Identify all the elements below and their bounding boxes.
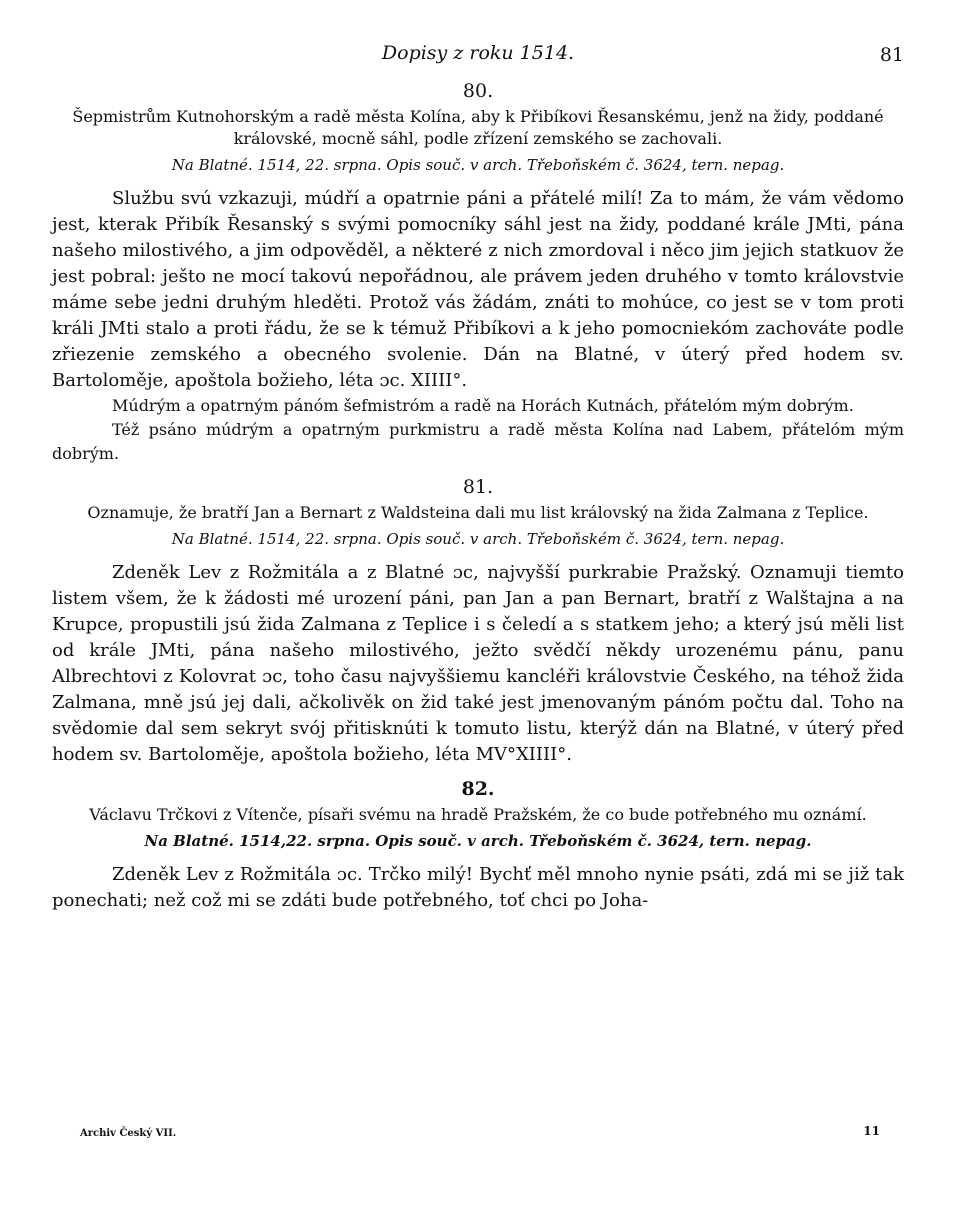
- document-80: [52, 80, 904, 466]
- document-address: Též psáno múdrým a opatrným purkmistru a radě města Kolína nad Labem, přátelóm mým dobrým.: [52, 420, 904, 463]
- document-number: 82.: [461, 778, 495, 800]
- document-address: Múdrým a opatrným pánóm šefmistróm a radě na Horách Kutnách, přátelóm mým dobrým.: [112, 396, 854, 415]
- document-81: [52, 476, 904, 768]
- document-number: 81.: [462, 476, 494, 498]
- document-source: Na Blatné. 1514, 22. srpna. Opis souč. v arch. Třeboňském č. 3624, tern. nepag.: [171, 530, 785, 548]
- running-head: [52, 40, 904, 70]
- sheet-number: 11: [863, 1124, 880, 1138]
- page-number: 81: [879, 44, 904, 66]
- document-summary: Šepmistrům Kutnohorským a radě města Kolína, aby k Přibíkovi Řesanskému, jenž na židy, poddané královské, mocně sáhl, podle zřízení zemského se zachovali.: [72, 107, 884, 148]
- document-source: Na Blatné. 1514,22. srpna. Opis souč. v arch. Třeboňském č. 3624, tern. nepag.: [144, 832, 812, 850]
- document-summary: Václavu Trčkovi z Vítenče, písaři svému na hradě Pražském, že co bude potřebného mu oznámí.: [89, 805, 867, 824]
- document-body: Zdeněk Lev z Rožmitála a z Blatné ɔc, najvyšší purkrabie Pražský. Oznamuji tiemto listem všem, že k žádosti mé urození páni, pan Jan a pan Bernart, bratří z Walštajna a na Krupce, propustili jsú žida Zalmana z Teplice i s čeledí a s statkem jeho; a který jsú měli list od krále JMti, pána našeho milostivého, ježto svědčí někdy urozenému pánu, panu Albrechtovi z Kolovrat ɔc, toho času najvyššiemu kancléři královstvie Českého, na téhož žida Zalmana, mně jsú jej dali, ačkolivěk on žid také jest jmenovaným pánóm počtu dal. Toho na svědomie dal sem sekryt svój přitisknúti k tomuto listu, kterýž dán na Blatné, v úterý před hodem sv. Bartoloměje, apoštola božieho, léta MV°XIIII°.: [52, 562, 904, 765]
- document-summary: Oznamuje, že bratří Jan a Bernart z Waldsteina dali mu list královský na žida Zalmana z Teplice.: [87, 503, 869, 522]
- document-source: Na Blatné. 1514, 22. srpna. Opis souč. v arch. Třeboňském č. 3624, tern. nepag.: [171, 156, 785, 174]
- document-82: [52, 778, 904, 914]
- document-number: 80.: [462, 80, 494, 102]
- document-body: Zdeněk Lev z Rožmitála ɔc. Trčko milý! Bychť měl mnoho nynie psáti, zdá mi se již tak ponechati; než což mi se zdáti bude potřebného, toť chci po Joha-: [52, 864, 904, 911]
- running-title: Dopisy z roku 1514.: [381, 42, 575, 64]
- document-body: Službu svú vzkazuji, múdří a opatrnie páni a přátelé milí! Za to mám, že vám vědomo jest, kterak Přibík Řesanský s svými pomocníky sáhl jest na židy, poddané krále JMti, pána našeho milostivého, a jim odpověděl, a některé z nich zmordoval i něco jim jejich statkuov že jest pobral: ješto ne mocí takovú nepořádnou, ale právem jeden druhého v tomto královstvie máme sebe jedni druhým hleděti. Protož vás žádám, znáti to mohúce, co jest se v tom proti králi JMti stalo a proti řádu, že se k témuž Přibíkovi a k jeho pomocniekóm zachováte podle zřiezenie zemského a obecného svolenie. Dán na Blatné, v úterý před hodem sv. Bartoloměje, apoštola božieho, léta ɔc. XIIII°.: [52, 188, 904, 391]
- page: [52, 40, 904, 914]
- page-footer: [80, 1124, 880, 1148]
- printer-signature: Archiv Český VII.: [80, 1128, 177, 1139]
